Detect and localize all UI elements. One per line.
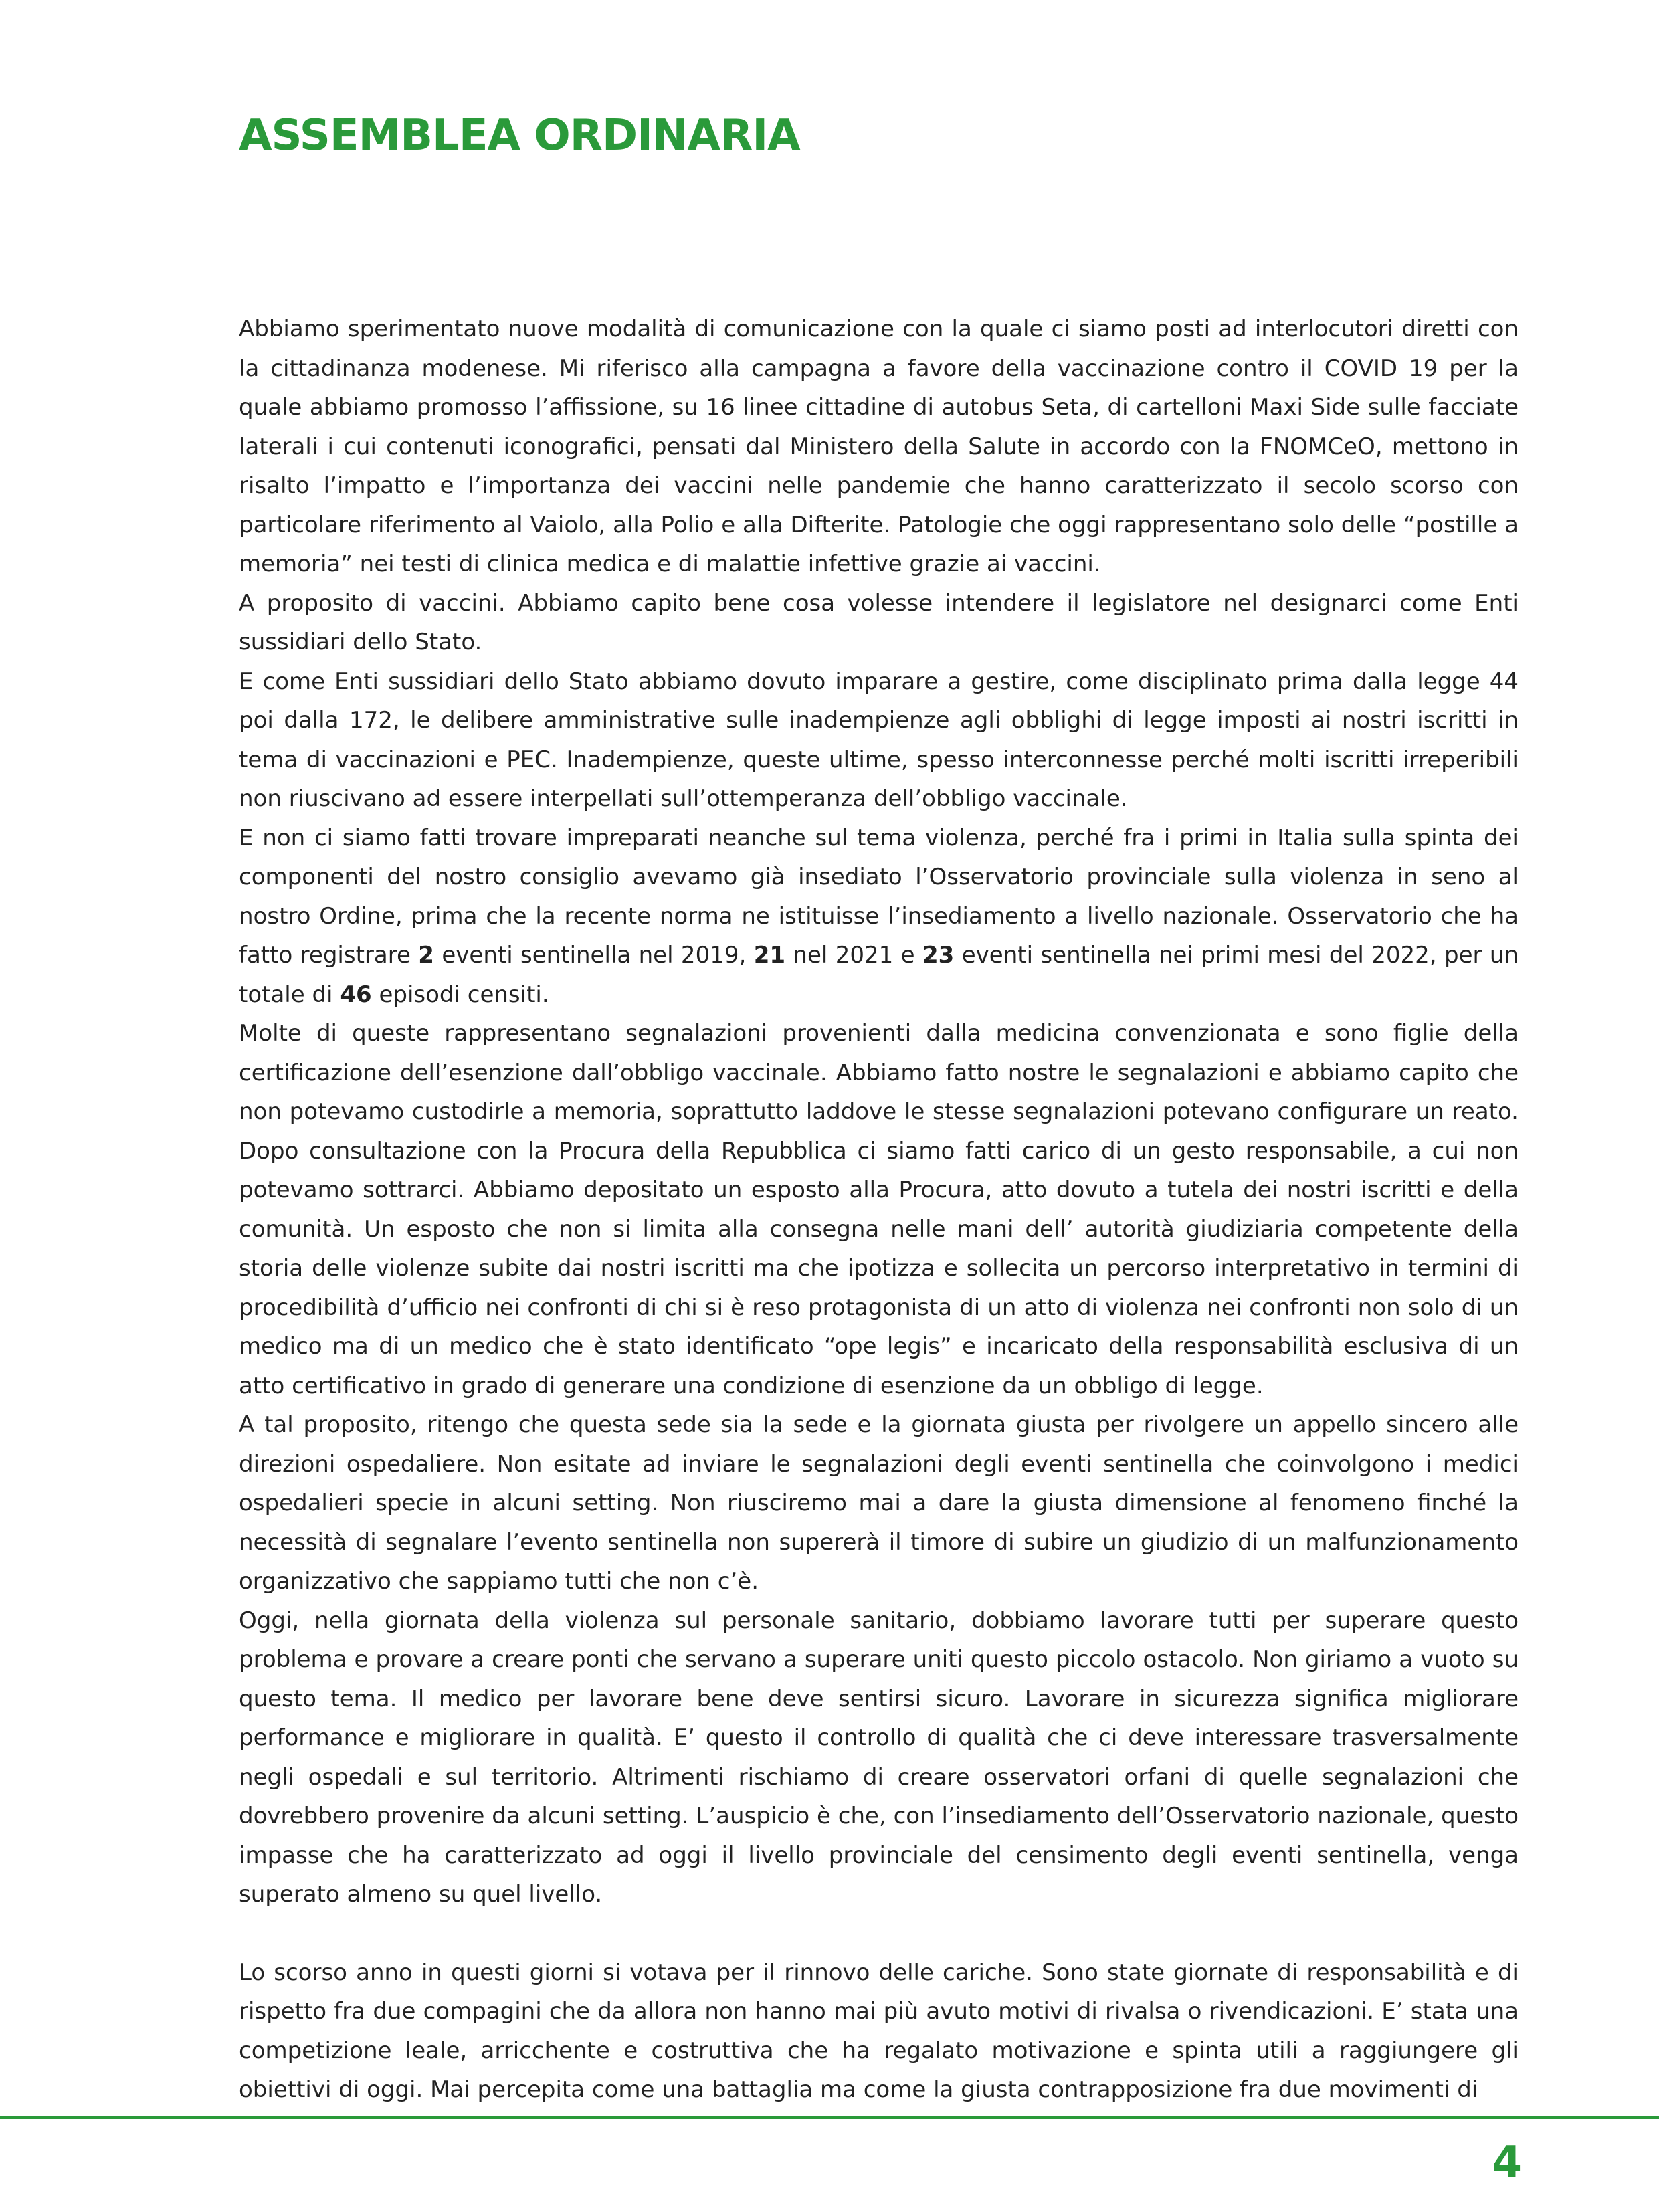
paragraph: Molte di queste rappresentano segnalazioni provenienti dalla medicina convenzionata e sono figlie della certificazione dell’esenzione dall’obbligo vaccinale. Abbiamo fatto nostre le segnalazioni e abbiamo capito che non potevamo custodirle a memoria, soprattutto laddove le stesse segnalazioni potevano configurare un reato. Dopo consultazione con la Procura della Repubblica ci siamo fatti carico di un gesto responsabile, a cui non potevamo sottrarci. Abbiamo depositato un esposto alla Procura, atto dovuto a tutela dei nostri iscritti e della comunità. Un esposto che non si limita alla consegna nelle mani dell’ autorità giudiziaria competente della storia delle violenze subite dai nostri iscritti ma che ipotizza e sollecita un percorso interpretativo in termini di procedibilità d’ufficio nei confronti di chi si è reso protagonista di un atto di violenza nei confronti non solo di un medico ma di un medico che è stato identificato “ope legis” e incaricato della responsabilità esclusiva di un atto certificativo in grado di generare una condizione di esenzione da un obbligo di legge. <box>239 1020 1519 1399</box>
paragraph-statistics <box>239 819 1519 1015</box>
stat-2021: 21 <box>753 942 786 969</box>
stat-2019: 2 <box>418 942 434 969</box>
body-text <box>239 310 1519 2110</box>
page-number: 4 <box>1492 2138 1522 2187</box>
page-title: ASSEMBLEA ORDINARIA <box>239 111 800 161</box>
text-run: nel 2021 e <box>785 942 923 969</box>
paragraph: A proposito di vaccini. Abbiamo capito bene cosa volesse intendere il legislatore nel designarci come Enti sussidiari dello Stato. <box>239 589 1519 656</box>
text-run: eventi sentinella nei primi mesi del 2022, per un totale di <box>239 942 1519 1008</box>
paragraph: Oggi, nella giornata della violenza sul personale sanitario, dobbiamo lavorare tutti per superare questo problema e provare a creare ponti che servano a superare uniti questo piccolo ostacolo. Non giriamo a vuoto su questo tema. Il medico per lavorare bene deve sentirsi sicuro. Lavorare in sicurezza significa migliorare performance e migliorare in qualità. E’ questo il controllo di qualità che ci deve interessare trasversalmente negli ospedali e sul territorio. Altrimenti rischiamo di creare osservatori orfani di quelle segnalazioni che dovrebbero provenire da alcuni setting. L’auspicio è che, con l’insediamento dell’Osservatorio nazionale, questo impasse che ha caratterizzato ad oggi il livello provinciale del censimento degli eventi sentinella, venga superato almeno su quel livello. <box>239 1607 1519 1908</box>
text-run: eventi sentinella nel 2019, <box>433 942 754 969</box>
text-run: E non ci siamo fatti trovare impreparati neanche sul tema violenza, perché fra i primi in Italia sulla spinta dei componenti del nostro consiglio avevamo già insediato l’Osservatorio provinciale sulla violenza in seno al nostro Ordine, prima che la recente norma ne istituisse l’insediamento a livello nazionale. Osservatorio che ha fatto registrare <box>239 824 1519 969</box>
paragraph: E come Enti sussidiari dello Stato abbiamo dovuto imparare a gestire, come disciplinato prima dalla legge 44 poi dalla 172, le delibere amministrative sulle inadempienze agli obblighi di legge imposti ai nostri iscritti in tema di vaccinazioni e PEC. Inadempienze, queste ultime, spesso interconnesse perché molti iscritti irreperibili non riuscivano ad essere interpellati sull’ottemperanza dell’obbligo vaccinale. <box>239 668 1519 812</box>
paragraph: Lo scorso anno in questi giorni si votava per il rinnovo delle cariche. Sono state giornate di responsabilità e di rispetto fra due compagini che da allora non hanno mai più avuto motivi di rivalsa o rivendicazioni. E’ stata una competizione leale, arricchente e costruttiva che ha regalato motivazione e spinta utili a raggiungere gli obiettivi di oggi. Mai percepita come una battaglia ma come la giusta contrapposizione fra due movimenti di <box>239 1958 1519 2103</box>
paragraph: A tal proposito, ritengo che questa sede sia la sede e la giornata giusta per rivolgere un appello sincero alle direzioni ospedaliere. Non esitate ad inviare le segnalazioni degli eventi sentinella che coinvolgono i medici ospedalieri specie in alcuni setting. Non riusciremo mai a dare la giusta dimensione al fenomeno finché la necessità di segnalare l’evento sentinella non supererà il timore di subire un giudizio di un malfunzionamento organizzativo che sappiamo tutti che non c’è. <box>239 1411 1519 1595</box>
stat-total: 46 <box>340 981 372 1008</box>
paragraph: Abbiamo sperimentato nuove modalità di comunicazione con la quale ci siamo posti ad interlocutori diretti con la cittadinanza modenese. Mi riferisco alla campagna a favore della vaccinazione contro il COVID 19 per la quale abbiamo promosso l’affissione, su 16 linee cittadine di autobus Seta, di cartelloni Maxi Side sulle facciate laterali i cui contenuti iconografici, pensati dal Ministero della Salute in accordo con la FNOMCeO, mettono in risalto l’impatto e l’importanza dei vaccini nelle pandemie che hanno caratterizzato il secolo scorso con particolare riferimento al Vaiolo, alla Polio e alla Difterite. Patologie che oggi rappresentano solo delle “postille a memoria” nei testi di clinica medica e di malattie infettive grazie ai vaccini. <box>239 316 1519 577</box>
footer-divider <box>0 2116 1659 2119</box>
stat-2022: 23 <box>922 942 955 969</box>
text-run: episodi censiti. <box>371 981 549 1008</box>
